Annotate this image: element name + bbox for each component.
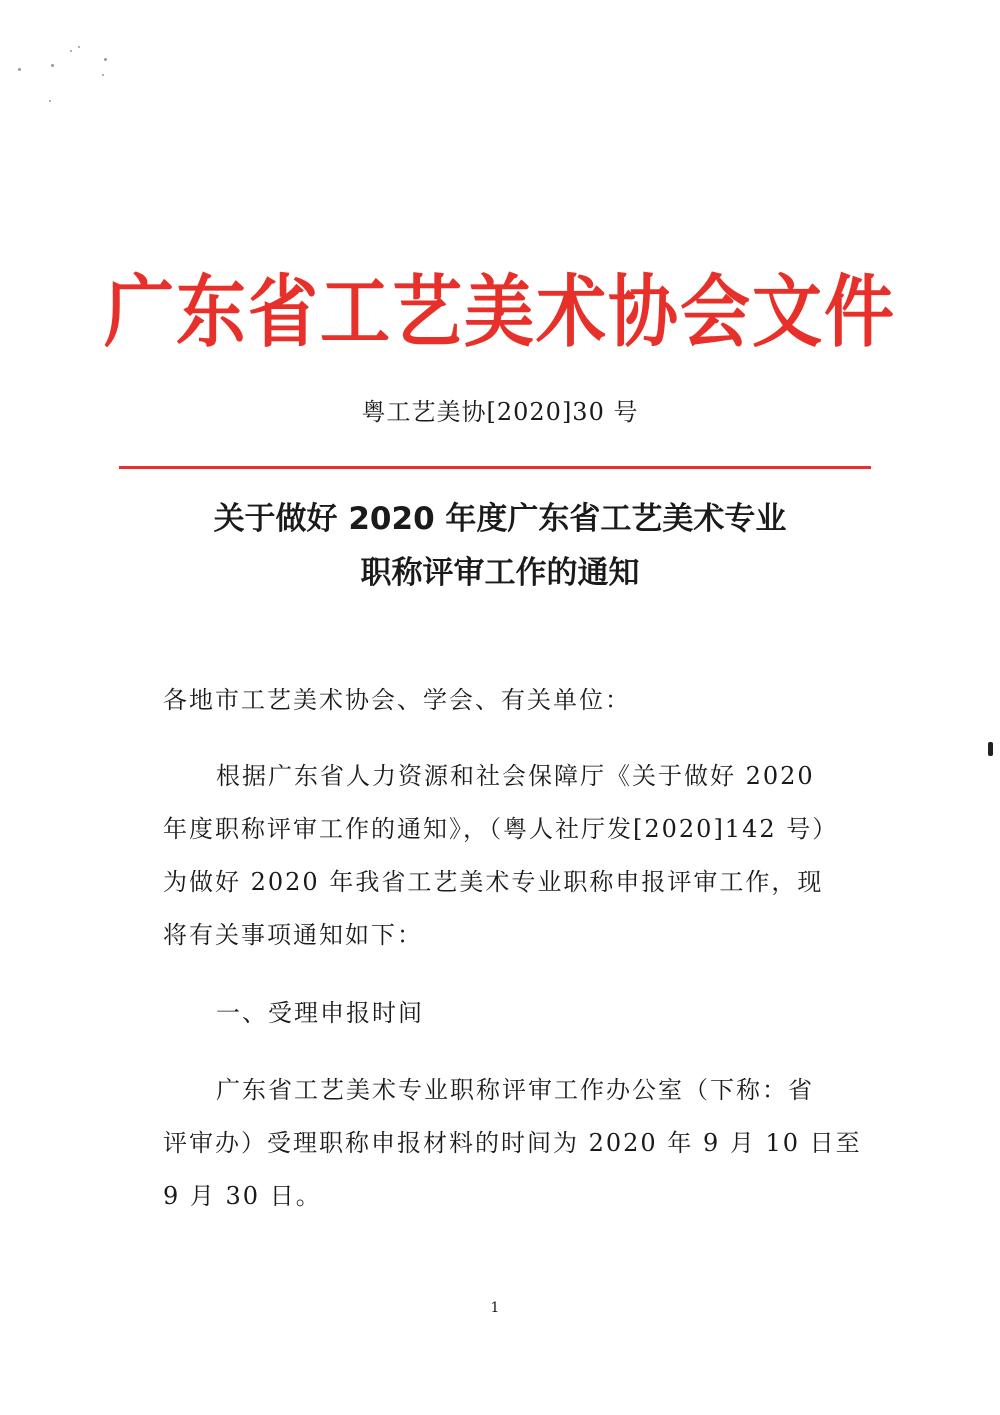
scan-speck	[104, 58, 107, 61]
document-number: 粤工艺美协[2020]30 号	[361, 398, 639, 426]
intro-line-4: 将有关事项通知如下：	[163, 921, 423, 949]
issuing-organization-title: 广东省工艺美术协会文件	[104, 264, 896, 358]
salutation-text: 各地市工艺美术协会、学会、有关单位：	[163, 686, 631, 714]
scan-speck	[78, 46, 80, 48]
notice-title-line-2: 职称评审工作的通知	[360, 555, 640, 591]
intro-line-1: 根据广东省人力资源和社会保障厅《关于做好 2020	[216, 762, 815, 790]
notice-title-line-1: 关于做好 2020 年度广东省工艺美术专业	[213, 501, 787, 537]
scan-speck	[49, 100, 51, 102]
red-divider-line	[119, 466, 871, 469]
scan-speck	[51, 64, 54, 67]
salutation	[163, 674, 843, 727]
scan-speck	[70, 50, 72, 52]
notice-title	[0, 492, 1000, 600]
section-1-paragraph	[163, 1064, 862, 1223]
intro-line-2: 年度职称评审工作的通知》，（粤人社厅发[2020]142 号）	[163, 815, 839, 843]
page-number: 1	[490, 1300, 500, 1316]
section-1-line-2: 评审办）受理职称申报材料的时间为 2020 年 9 月 10 日至	[163, 1129, 862, 1157]
intro-line-3: 为做好 2020 年我省工艺美术专业职称申报评审工作，现	[163, 868, 824, 896]
scan-speck	[102, 74, 104, 76]
section-1-line-1: 广东省工艺美术专业职称评审工作办公室（下称：省	[216, 1076, 814, 1104]
section-1-line-3: 9 月 30 日。	[163, 1182, 322, 1210]
section-1-heading-text: 一、受理申报时间	[216, 999, 424, 1027]
section-1-heading	[163, 987, 843, 1040]
scan-edge-mark	[988, 742, 993, 756]
scan-speck	[18, 68, 21, 71]
intro-paragraph	[163, 750, 843, 962]
